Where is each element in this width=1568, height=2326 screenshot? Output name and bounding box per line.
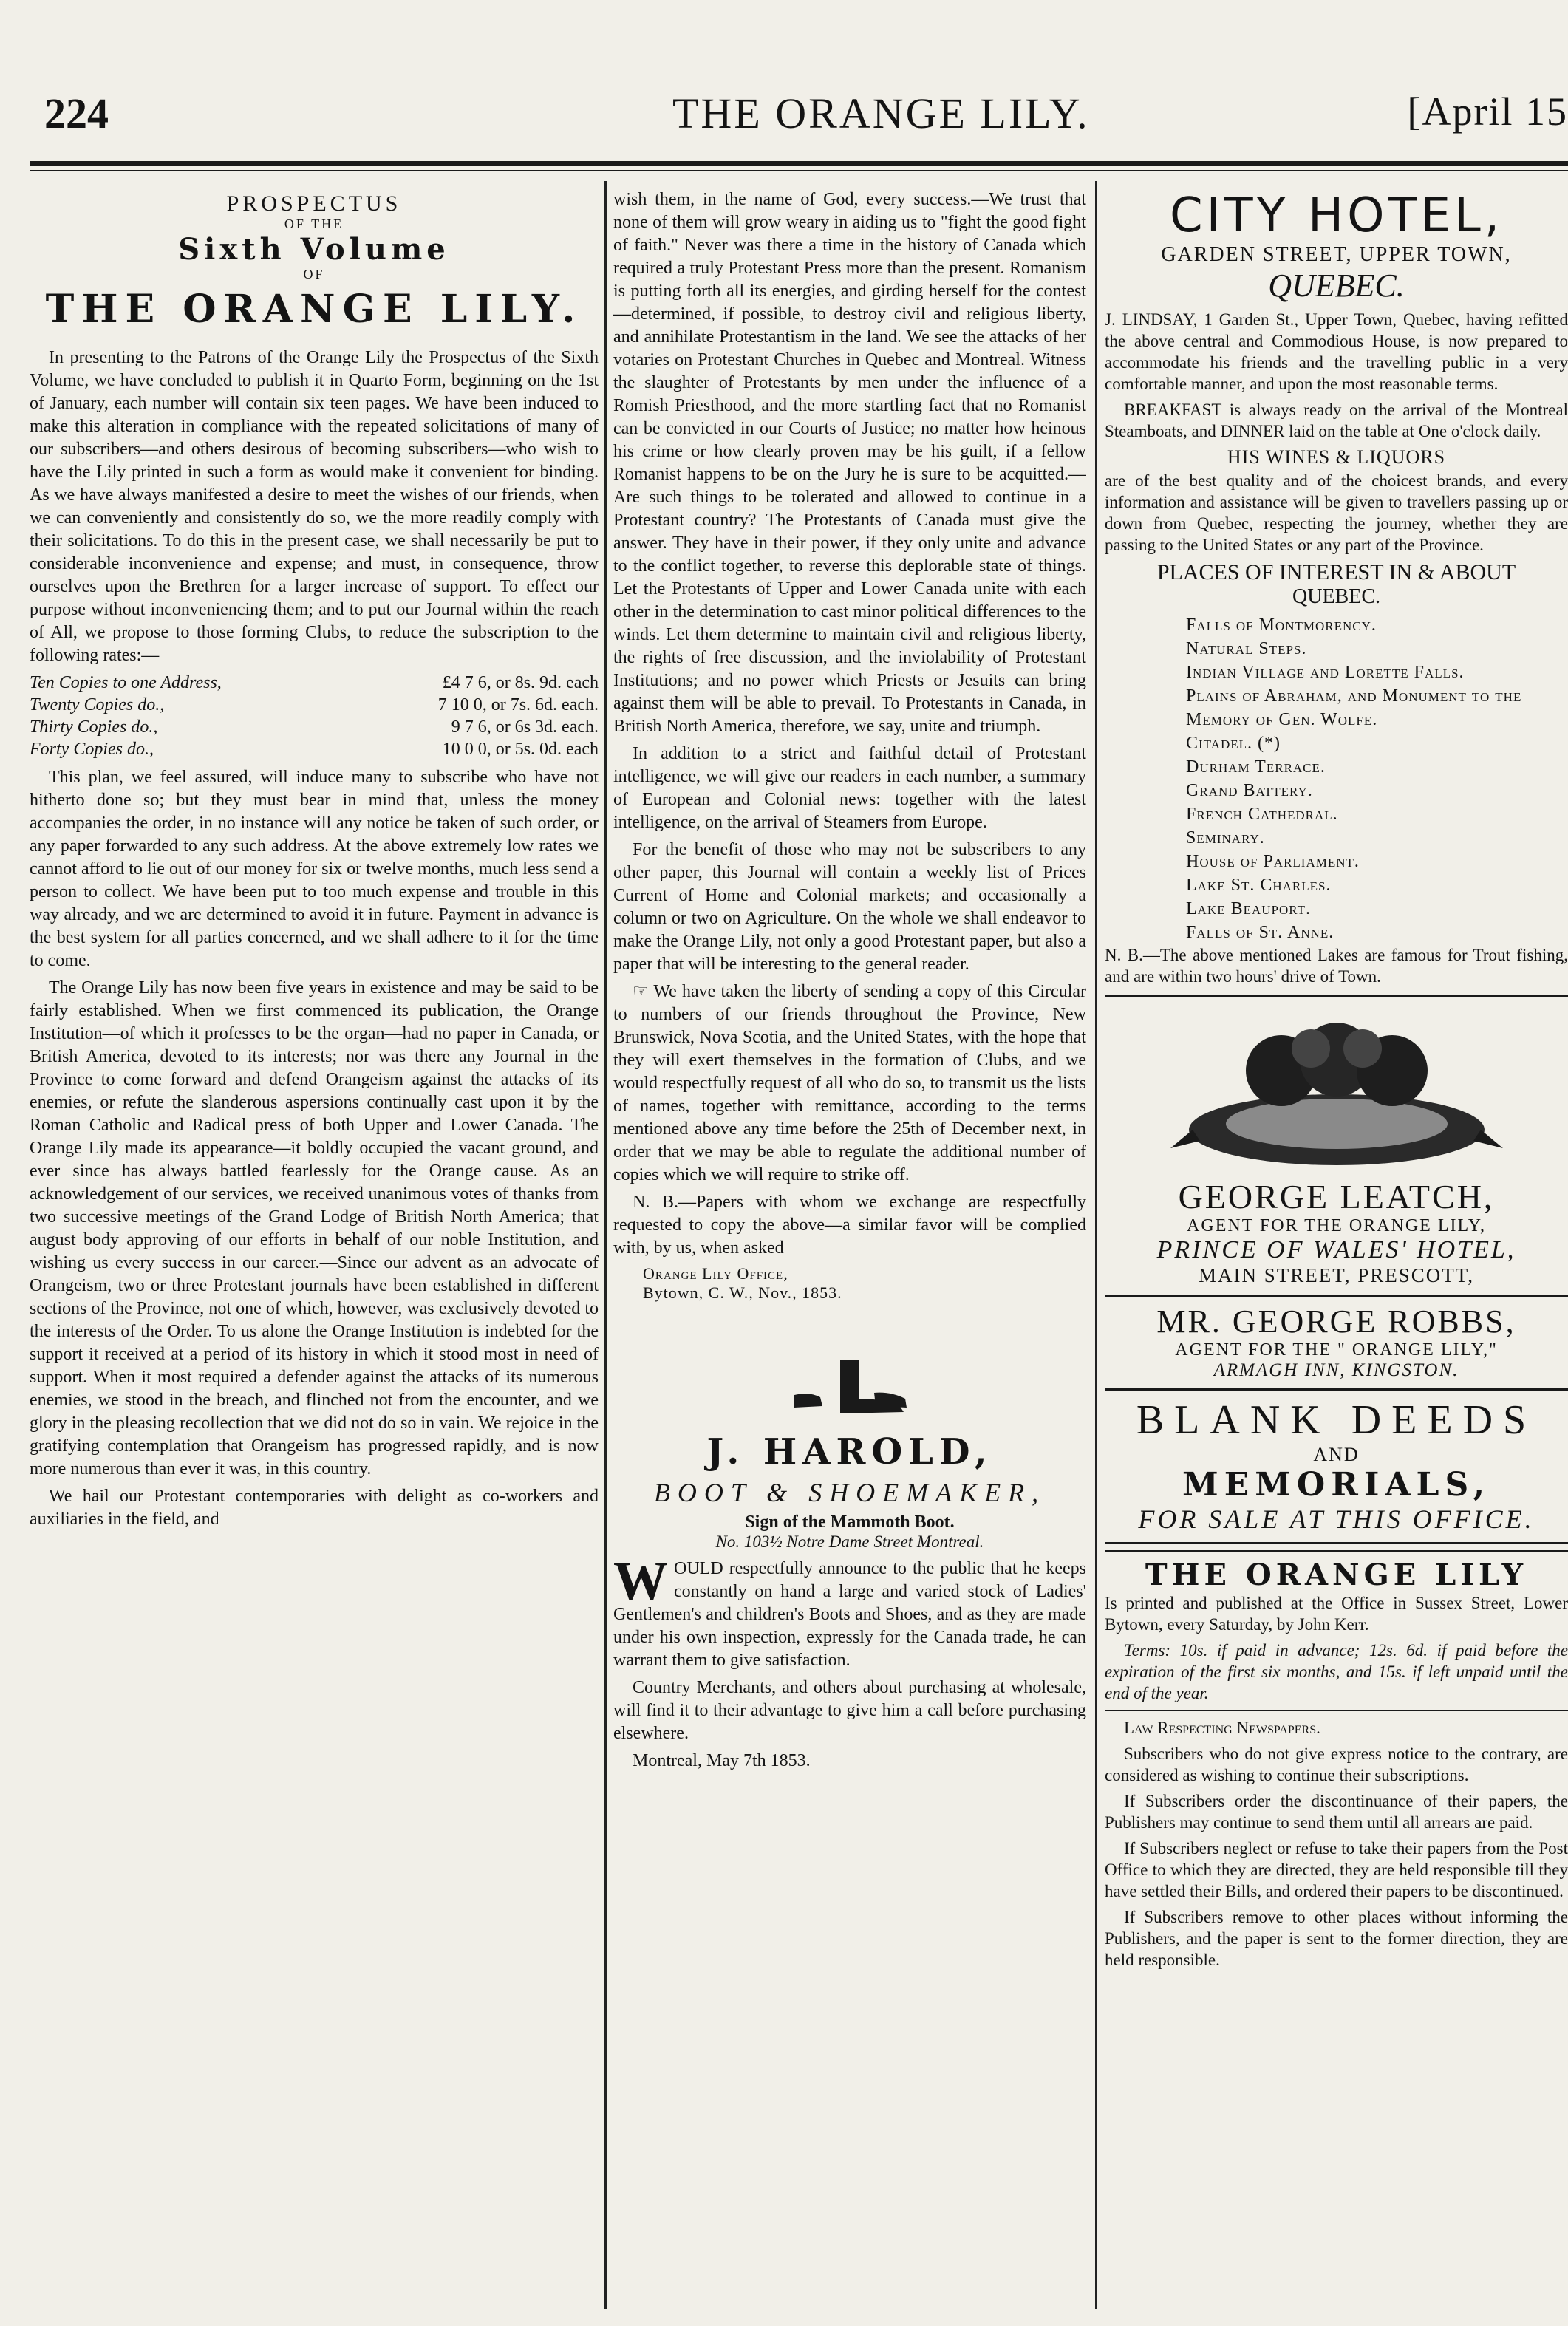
law-item: If Subscribers neglect or refuse to take their papers from the Post Office to which they are directed, they are held responsible till they have settled their Bills, and ordered their papers to be discontinued. — [1105, 1839, 1568, 1900]
column-divider — [604, 181, 607, 2309]
prospectus-paragraph: This plan, we feel assured, will induce many to subscribe who have not hitherto done so; but they must bear in mind that, unless the money accompanies the order, in no instance will any notice be taken of such order, or any paper forwarded to any such address. At the above extremely low rates we cannot afford to lie out of our money for six or twelve months, much less send a person to collect. We have been put to too much expense and trouble in this way already, and we are determined to avoid it in future. Payment in advance is the best system for all parties concerned, and we shall adhere to it for the time to come. — [30, 768, 599, 970]
hotel-city: QUEBEC. — [1268, 267, 1405, 304]
harold-merchants: Country Merchants, and others about purchasing at wholesale, will find it to their advantage to give him a call before purchasing elsewhere. — [613, 1678, 1086, 1743]
prospectus-paper-name: THE ORANGE LILY. — [45, 287, 583, 332]
ad-separator — [1105, 995, 1568, 997]
law-item: If Subscribers order the discontinuance of their papers, the Publishers may continue to send them until all arrears are paid. — [1105, 1792, 1568, 1832]
place-item: Falls of St. Anne. — [1186, 923, 1334, 942]
harold-dateline: Montreal, May 7th 1853. — [633, 1751, 811, 1770]
ad-separator — [1105, 1542, 1568, 1544]
place-item: House of Parliament. — [1186, 852, 1360, 871]
place-item: Durham Terrace. — [1186, 757, 1326, 777]
rate-label: Ten Copies to one Address, — [30, 673, 222, 692]
robbs-inn: ARMAGH INN, KINGSTON. — [1213, 1360, 1459, 1380]
harold-sign: Sign of the Mammoth Boot. — [745, 1512, 955, 1532]
hotel-wines-heading: HIS WINES & LIQUORS — [1227, 446, 1446, 468]
subscription-rates-table — [30, 672, 599, 760]
place-item: Grand Battery. — [1186, 781, 1313, 800]
column-1 — [30, 188, 599, 2316]
place-item: Plains of Abraham, and Monument to the Memory of Gen. Wolfe. — [1186, 686, 1522, 729]
masthead-title: THE ORANGE LILY. — [672, 89, 1090, 137]
rate-label: Twenty Copies do., — [30, 695, 165, 714]
prospectus-paragraph: wish them, in the name of God, every success.—We trust that none of them will grow weary in aiding us to "fight the good fight of faith." Never was there a time in the history of Canada which required a truly Protestant Press more than the present. Romanism is putting forth all its energies, and girding herself for the contest—determined, if possible, to destroy civil and religious liberty, and annihilate Protestantism in the land. We see the attacks of her votaries on Protestant Churches in Quebec and Montreal. Witness the slaughter of Protestants by men under the influence of a Romish Priesthood, and the more startling fact that no Romanist can be convicted in our Courts of Justice; no matter how heinous his crime or how clearly proven may be his guilt, if a fellow Romanist happens to be on the Jury he is sure to be acquitted.—Are such things to be tolerated and allowed to continue in a Protestant country? The Protestants of Canada must give the answer. They have in their power, if they only unite and advance to the conflict together, to reverse this deplorable state of things. Let the Protestants of Upper and Lower Canada unite with each other in the determination to cast minor political differences to the winds. Let them determine to maintain civil and religious liberty, the rights of free discussion, and the inviolability of Protestant Institutions; and no power which Priests or Jesuits can bring against them will be able to prevail. To Protestants in Canada, in British North America, therefore, we say, unite and triumph. — [613, 190, 1086, 736]
hotel-name: CITY HOTEL, — [1169, 188, 1504, 243]
places-title: PLACES OF INTEREST IN & ABOUT — [1156, 560, 1516, 584]
place-item: Lake St. Charles. — [1186, 876, 1332, 895]
place-item: Seminary. — [1186, 828, 1265, 847]
rate-value: 7 10 0, or 7s. 6d. each. — [437, 695, 599, 714]
place-item: French Cathedral. — [1186, 805, 1338, 824]
harold-body — [613, 1551, 1086, 1672]
ad-separator — [1105, 1388, 1568, 1391]
rate-label: Thirty Copies do., — [30, 717, 158, 737]
prospectus-paragraph: In addition to a strict and faithful detail of Protestant intelligence, we will give our readers in each number, a summary of European and Colonial news: together with the latest intelligence, on the arrival of Steamers from Europe. — [613, 744, 1086, 832]
prospectus-paragraph: We hail our Protestant contemporaries with delight as co-workers and auxiliaries in the field, and — [30, 1487, 599, 1529]
header-rule-thin — [30, 170, 1568, 171]
robbs-role: AGENT FOR THE " ORANGE LILY," — [1175, 1340, 1498, 1360]
prospectus-of-the: OF THE — [284, 216, 344, 231]
ad-separator — [1105, 1550, 1568, 1552]
harold-address: No. 103½ Notre Dame Street Montreal. — [715, 1532, 984, 1551]
signature-place: Bytown, C. W., Nov., 1853. — [643, 1283, 842, 1302]
column-divider — [1095, 181, 1097, 2309]
hotel-wines-body: are of the best quality and of the choicest brands, and every information and assistance will be given to travellers passing up or down from Quebec, respecting the journey, whether they are passing to the United States or any part of the Province. — [1105, 471, 1568, 554]
law-item: Subscribers who do not give express notice to the contrary, are considered as wishing to continue their subscriptions. — [1105, 1745, 1568, 1784]
robbs-name: MR. GEORGE ROBBS, — [1156, 1303, 1516, 1340]
hotel-breakfast: BREAKFAST is always ready on the arrival of the Montreal Steamboats, and DINNER laid on the table at One o'clock daily. — [1105, 400, 1568, 440]
rate-value: £4 7 6, or 8s. 9d. each — [442, 673, 599, 692]
issue-date: [April 15 — [1407, 89, 1568, 134]
dropcap: W — [613, 1551, 668, 1612]
place-item: Natural Steps. — [1186, 639, 1307, 658]
place-item: Lake Beauport. — [1186, 899, 1311, 918]
place-item: Indian Village and Lorette Falls. — [1186, 663, 1465, 682]
prospectus-paragraph: For the benefit of those who may not be subscribers to any other paper, this Journal will contain a weekly list of Prices Current of Home and Colonial markets; and occasionally a column or two on Agriculture. On the whole we shall endeavor to make the Orange Lily, not only a good Protestant paper, but also a paper that will be interesting to the general reader. — [613, 840, 1086, 974]
rate-value: 10 0 0, or 5s. 0d. each — [442, 740, 599, 759]
page-header — [30, 89, 1568, 155]
leatch-address: MAIN STREET, PRESCOTT, — [1198, 1264, 1474, 1286]
law-item: If Subscribers remove to other places without informing the Publishers, and the paper is sent to the former direction, they are held responsible. — [1105, 1908, 1568, 1969]
prospectus-paragraph: ☞ We have taken the liberty of sending a copy of this Circular to numbers of our friends throughout the Province, New Brunswick, Nova Scotia, and the United States, with the hope that they will exert themselves in the formation of Clubs, and we would respectfully request of all who do so, to transmit us the lists of names, together with remittance, according to the terms mentioned above any time before the 25th of December next, in order that we may be able to regulate the additional number of copies which we will require to strike off. — [613, 982, 1086, 1184]
harold-body-text: OULD respectfully announce to the public that he keeps constantly on hand a large and varied stock of Ladies' Gentlemen's and children's Boots and Shoes, and as they are made under his own inspection, expressly for the Canada trade, he can warrant them to give satisfaction. — [613, 1559, 1086, 1670]
rate-value: 9 7 6, or 6s 3d. each. — [451, 717, 599, 737]
ad-separator — [1105, 1295, 1568, 1297]
leatch-hotel: PRINCE OF WALES' HOTEL, — [1156, 1236, 1516, 1263]
terms-banner: THE ORANGE LILY — [1145, 1558, 1528, 1592]
law-heading: Law Respecting Newspapers. — [1124, 1719, 1320, 1737]
column-3 — [1105, 188, 1568, 2316]
leatch-role: AGENT FOR THE ORANGE LILY, — [1187, 1216, 1486, 1235]
places-list — [1105, 613, 1568, 944]
prospectus-paragraph: N. B.—Papers with whom we exchange are respectfully requested to copy the above—a similar favor will be complied with, by us, when asked — [613, 1193, 1086, 1258]
deeds-line4: FOR SALE AT THIS OFFICE. — [1138, 1504, 1535, 1534]
boot-icon — [787, 1354, 913, 1421]
hotel-body: J. LINDSAY, 1 Garden St., Upper Town, Quebec, having refitted the above central and Commodious House, is now prepared to accommodate his friends and the travelling public in a very comfortable manner, and upon the most reasonable terms. — [1105, 310, 1568, 393]
prospectus-volume: Sixth Volume — [178, 232, 450, 267]
rate-row — [30, 694, 599, 716]
prospectus-of: OF — [303, 267, 325, 282]
deeds-line1: BLANK DEEDS — [1136, 1397, 1537, 1443]
hat-icon — [1163, 1019, 1510, 1174]
harold-name: J. HAROLD, — [706, 1431, 993, 1473]
prospectus-title: PROSPECTUS — [226, 191, 402, 216]
place-item: Citadel. (*) — [1186, 734, 1281, 753]
rate-label: Forty Copies do., — [30, 740, 154, 759]
ad-separator — [1105, 1710, 1568, 1711]
places-note: N. B.—The above mentioned Lakes are famous for Trout fishing, and are within two hours' drive of Town. — [1105, 946, 1568, 986]
signature-office: Orange Lily Office, — [643, 1264, 788, 1283]
prospectus-paragraph: In presenting to the Patrons of the Orange Lily the Prospectus of the Sixth Volume, we have concluded to publish it in Quarto Form, beginning on the 1st of January, each number will contain six teen pages. We have been induced to make this alteration in compliance with the repeated solicitations of many of our subscribers—and others desirous of becoming subscribers—who wish to have the Lily printed in such a form as would make it convenient for binding. As we have always manifested a desire to meet the wishes of our friends, when we can conveniently and consistently do so, we the more readily comply with their solicitations. To do this in the present case, we shall necessarily be put to considerable inconvenience and expense; and must, in consequence, throw ourselves upon the Brethren for a larger increase of support. To effect our purpose without inconveniencing them; and to put our Journal within the reach of All, we propose to those forming Clubs, to reduce the subscription to the following rates:— — [30, 348, 599, 665]
terms-rates: Terms: 10s. if paid in advance; 12s. 6d. if paid before the expiration of the first six months, and 15s. if left unpaid until the end of the year. — [1105, 1641, 1568, 1702]
rate-row — [30, 672, 599, 694]
prospectus-paragraph: The Orange Lily has now been five years in existence and may be said to be fairly established. When we first commenced its publication, the Orange Institution—of which it professes to be the organ—had no paper in Canada, or British America, devoted to its interests; nor was there any Journal in the Province to come forward and defend Orangeism against the attacks of its enemies, or refute the slanderous aspersions continually cast upon it by the Roman Catholic and Radical press of both Upper and Lower Canada. The Orange Lily made its appearance—it boldly occupied the vacant ground, and ever since has always battled fearlessly for the Orange cause. As an acknowledgement of our services, we received unanimous votes of thanks from two successive meetings of the Grand Lodge of British North America; that august body approving of our efforts in behalf of our noble Institution, and wishing us every success in our career.—Since our advent as an advocate of Orangeism, two or three Protestant journals have been established in different sections of the Province, not one of which, however, was exclusively devoted to the interests of the Order. To us alone the Orange Institution is indebted for the support it received at a period of its history in which it stood most in need of support. When it most required a defender against the attacks of its numerous enemies, we stood in the breach, and flinched not from the encounter, and we glory in the pleasing recollection that we did not do so in vain. We rejoice in the gratifying contemplation that Orangeism has progressed rapidly, and is now more numerous than ever it was, in this country. — [30, 978, 599, 1479]
page-number: 224 — [44, 89, 109, 137]
hotel-street: GARDEN STREET, UPPER TOWN, — [1161, 243, 1512, 266]
deeds-line3: MEMORIALS, — [1182, 1466, 1491, 1504]
column-2 — [613, 188, 1086, 2316]
leatch-name: GEORGE LEATCH, — [1178, 1178, 1495, 1215]
places-subtitle: QUEBEC. — [1292, 585, 1380, 608]
rate-row — [30, 716, 599, 738]
header-rule — [30, 161, 1568, 166]
deeds-line2: AND — [1313, 1444, 1360, 1465]
place-item: Falls of Montmorency. — [1186, 615, 1377, 635]
harold-trade: BOOT & SHOEMAKER, — [653, 1478, 1046, 1507]
rate-row — [30, 738, 599, 760]
terms-published: Is printed and published at the Office in Sussex Street, Lower Bytown, every Saturday, by John Kerr. — [1105, 1594, 1568, 1634]
